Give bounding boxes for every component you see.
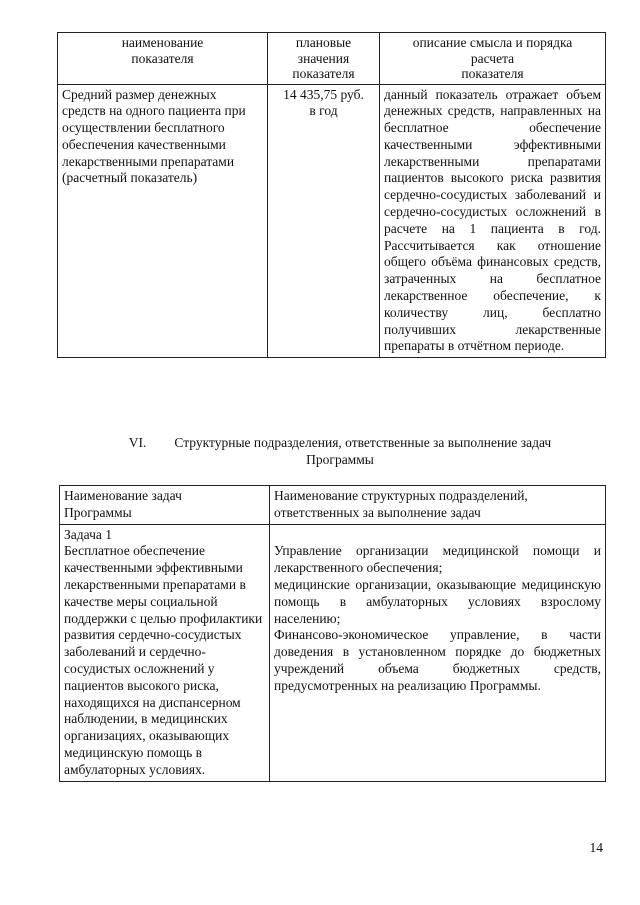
section-heading — [80, 434, 600, 468]
task-cell: Задача 1 Бесплатное обеспечение качественными эффективными лекарственными препаратами в качестве меры социальной поддержки с целью профилактики развития сердечно-сосудистых заболеваний и сердечно-сосудистых осложнений у пациентов высокого риска, находящихся на диспансерном наблюдении, в медицинских организациях, оказывающих медицинскую помощь в амбулаторных условиях. — [60, 524, 270, 781]
table-row — [60, 524, 606, 781]
header-task-name: Наименование задач Программы — [60, 486, 270, 525]
table-header-row — [60, 486, 606, 525]
page-number: 14 — [589, 840, 603, 855]
indicator-name-cell: Средний размер денежных средств на одного пациента при осуществлении бесплатного обеспечения качественными лекарственными препаратами (расчетный показатель) — [58, 84, 268, 358]
header-planned-values: плановые значения показателя — [268, 33, 380, 85]
header-responsible-units: Наименование структурных подразделений, ответственных за выполнение задач — [270, 486, 606, 525]
header-description: описание смысла и порядка расчета показателя — [380, 33, 606, 85]
header-indicator-name: наименование показателя — [58, 33, 268, 85]
section-number: VI. — [128, 435, 147, 450]
planned-value-cell: 14 435,75 руб. в год — [268, 84, 380, 358]
table-header-row — [58, 33, 606, 85]
responsibility-table — [59, 485, 606, 782]
description-cell: данный показатель отражает объем денежных средств, направленных на бесплатное обеспечение качественными эффективными лекарственными препаратами пациентов высокого риска развития сердечно-сосудистых заболеваний и сердечно-сосудистых осложнений в расчете на 1 пациента в год. Рассчитывается как отношение общего объёма финансовых средств, затраченных на бесплатное лекарственное обеспечение, к количеству лиц, бесплатно получивших лекарственные препараты в отчётном периоде. — [380, 84, 606, 358]
indicator-table — [57, 32, 606, 358]
table-row — [58, 84, 606, 358]
responsible-units-cell: Управление организации медицинской помощи и лекарственного обеспечения; медицинские организации, оказывающие медицинскую помощь в амбулаторных условиях взрослому населению; Финансово-экономическое управление, в части доведения в установленном порядке до бюджетных учреждений объема бюджетных средств, предусмотренных на реализацию Программы. — [270, 524, 606, 781]
section-title: Структурные подразделения, ответственные за выполнение задач Программы — [174, 435, 552, 467]
